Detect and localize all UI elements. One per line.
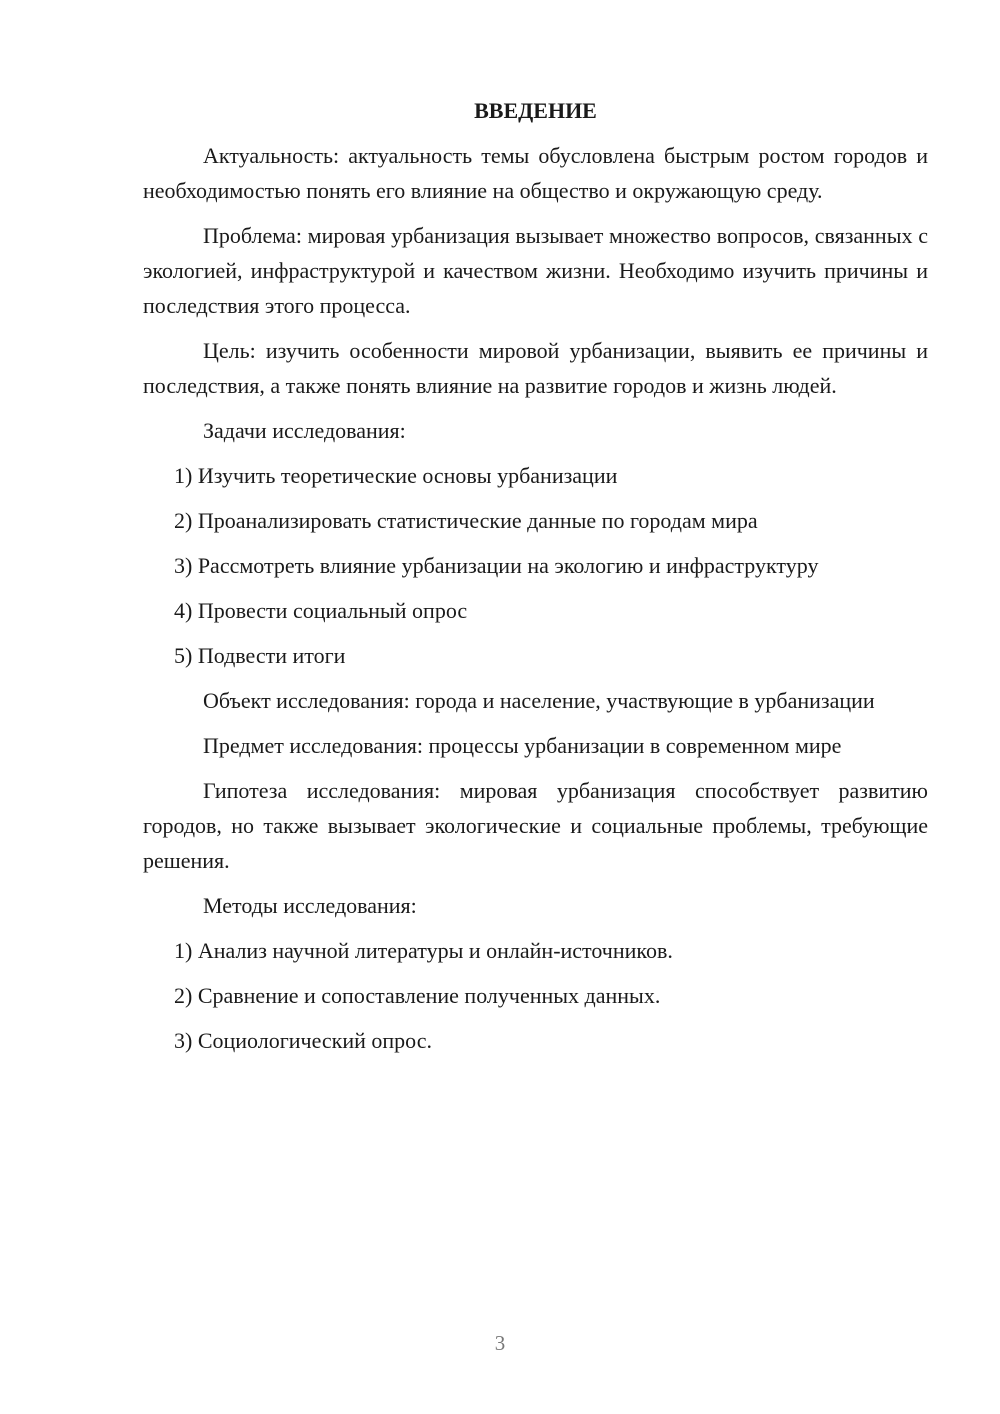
method-item: 2) Сравнение и сопоставление полученных данных. [174, 983, 661, 1008]
task-item: 1) Изучить теоретические основы урбанизации [174, 463, 618, 488]
object-paragraph: Объект исследования: города и население, участвующие в урбанизации [203, 688, 875, 713]
goal-paragraph: Цель: изучить особенности мировой урбанизации, выявить ее причины и последствия, а также понять влияние на развитие городов и жизнь людей. [143, 338, 928, 398]
problem-paragraph: Проблема: мировая урбанизация вызывает множество вопросов, связанных с экологией, инфраструктурой и качеством жизни. Необходимо изучить причины и последствия этого процесса. [143, 223, 928, 318]
tasks-heading: Задачи исследования: [203, 418, 406, 443]
methods-heading: Методы исследования: [203, 893, 417, 918]
subject-paragraph: Предмет исследования: процессы урбанизации в современном мире [203, 733, 842, 758]
document-page [143, 94, 928, 1068]
method-item: 3) Социологический опрос. [174, 1028, 432, 1053]
task-item: 3) Рассмотреть влияние урбанизации на экологию и инфраструктуру [174, 553, 819, 578]
task-item: 4) Провести социальный опрос [174, 598, 468, 623]
task-item: 2) Проанализировать статистические данные по городам мира [174, 508, 758, 533]
page-title: ВВЕДЕНИЕ [474, 98, 597, 123]
page-number: 3 [494, 1331, 506, 1355]
task-item: 5) Подвести итоги [174, 643, 346, 668]
method-item: 1) Анализ научной литературы и онлайн-источников. [174, 938, 673, 963]
relevance-paragraph: Актуальность: актуальность темы обусловлена быстрым ростом городов и необходимостью понять его влияние на общество и окружающую среду. [143, 143, 928, 203]
hypothesis-paragraph: Гипотеза исследования: мировая урбанизация способствует развитию городов, но также вызывает экологические и социальные проблемы, требующие решения. [143, 778, 928, 873]
